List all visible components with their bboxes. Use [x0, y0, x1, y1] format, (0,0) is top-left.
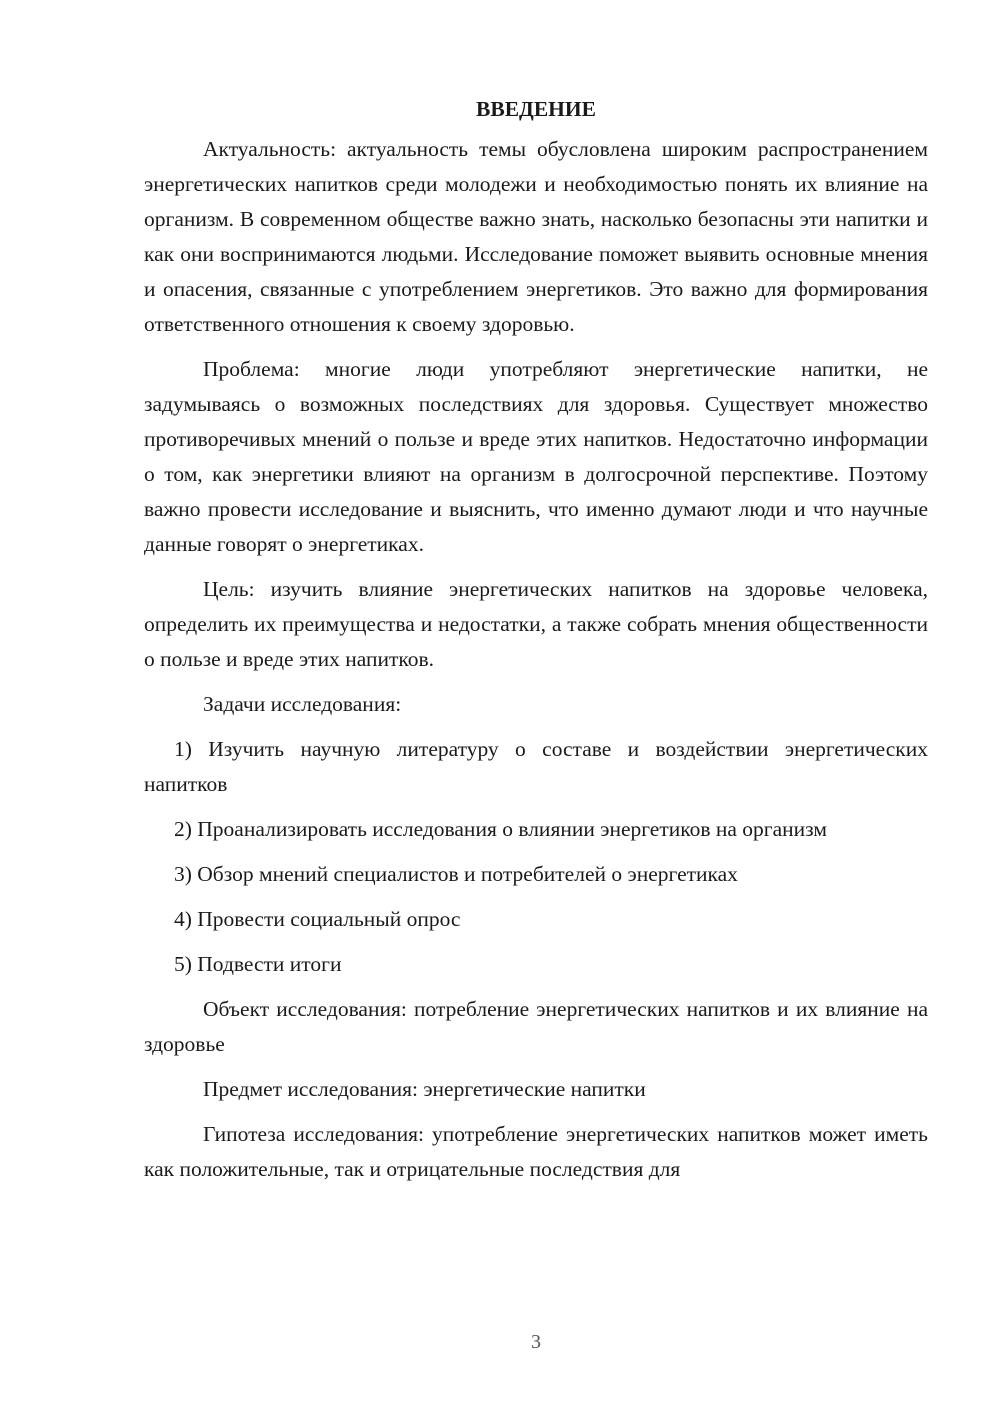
object-paragraph: Объект исследования: потребление энергетических напитков и их влияние на здоровье [144, 997, 928, 1056]
subject-paragraph: Предмет исследования: энергетические напитки [203, 1077, 646, 1101]
task-item-1: 1) Изучить научную литературу о составе и воздействии энергетических напитков [144, 737, 928, 796]
problem-paragraph: Проблема: многие люди употребляют энергетические напитки, не задумываясь о возможных последствиях для здоровья. Существует множество противоречивых мнений о пользе и вреде этих напитков. Недостаточно информации о том, как энергетики влияют на организм в долгосрочной перспективе. Поэтому важно провести исследование и выяснить, что именно думают люди и что научные данные говорят о энергетиках. [144, 357, 928, 556]
section-heading: ВВЕДЕНИЕ [476, 97, 596, 121]
relevance-paragraph: Актуальность: актуальность темы обусловлена широким распространением энергетических напитков среди молодежи и необходимостью понять их влияние на организм. В современном обществе важно знать, насколько безопасны эти напитки и как они воспринимаются людьми. Исследование поможет выявить основные мнения и опасения, связанные с употреблением энергетиков. Это важно для формирования ответственного отношения к своему здоровью. [144, 137, 928, 336]
tasks-title: Задачи исследования: [203, 692, 402, 716]
task-item-5: 5) Подвести итоги [174, 952, 342, 976]
document-page [144, 92, 928, 1197]
page-number: 3 [531, 1331, 541, 1353]
goal-paragraph: Цель: изучить влияние энергетических напитков на здоровье человека, определить их преимущества и недостатки, а также собрать мнения общественности о пользе и вреде этих напитков. [144, 577, 928, 671]
task-item-4: 4) Провести социальный опрос [174, 907, 461, 931]
hypothesis-paragraph: Гипотеза исследования: употребление энергетических напитков может иметь как положительные, так и отрицательные последствия для [144, 1122, 928, 1181]
task-item-2: 2) Проанализировать исследования о влиянии энергетиков на организм [174, 817, 827, 841]
task-item-3: 3) Обзор мнений специалистов и потребителей о энергетиках [174, 862, 738, 886]
